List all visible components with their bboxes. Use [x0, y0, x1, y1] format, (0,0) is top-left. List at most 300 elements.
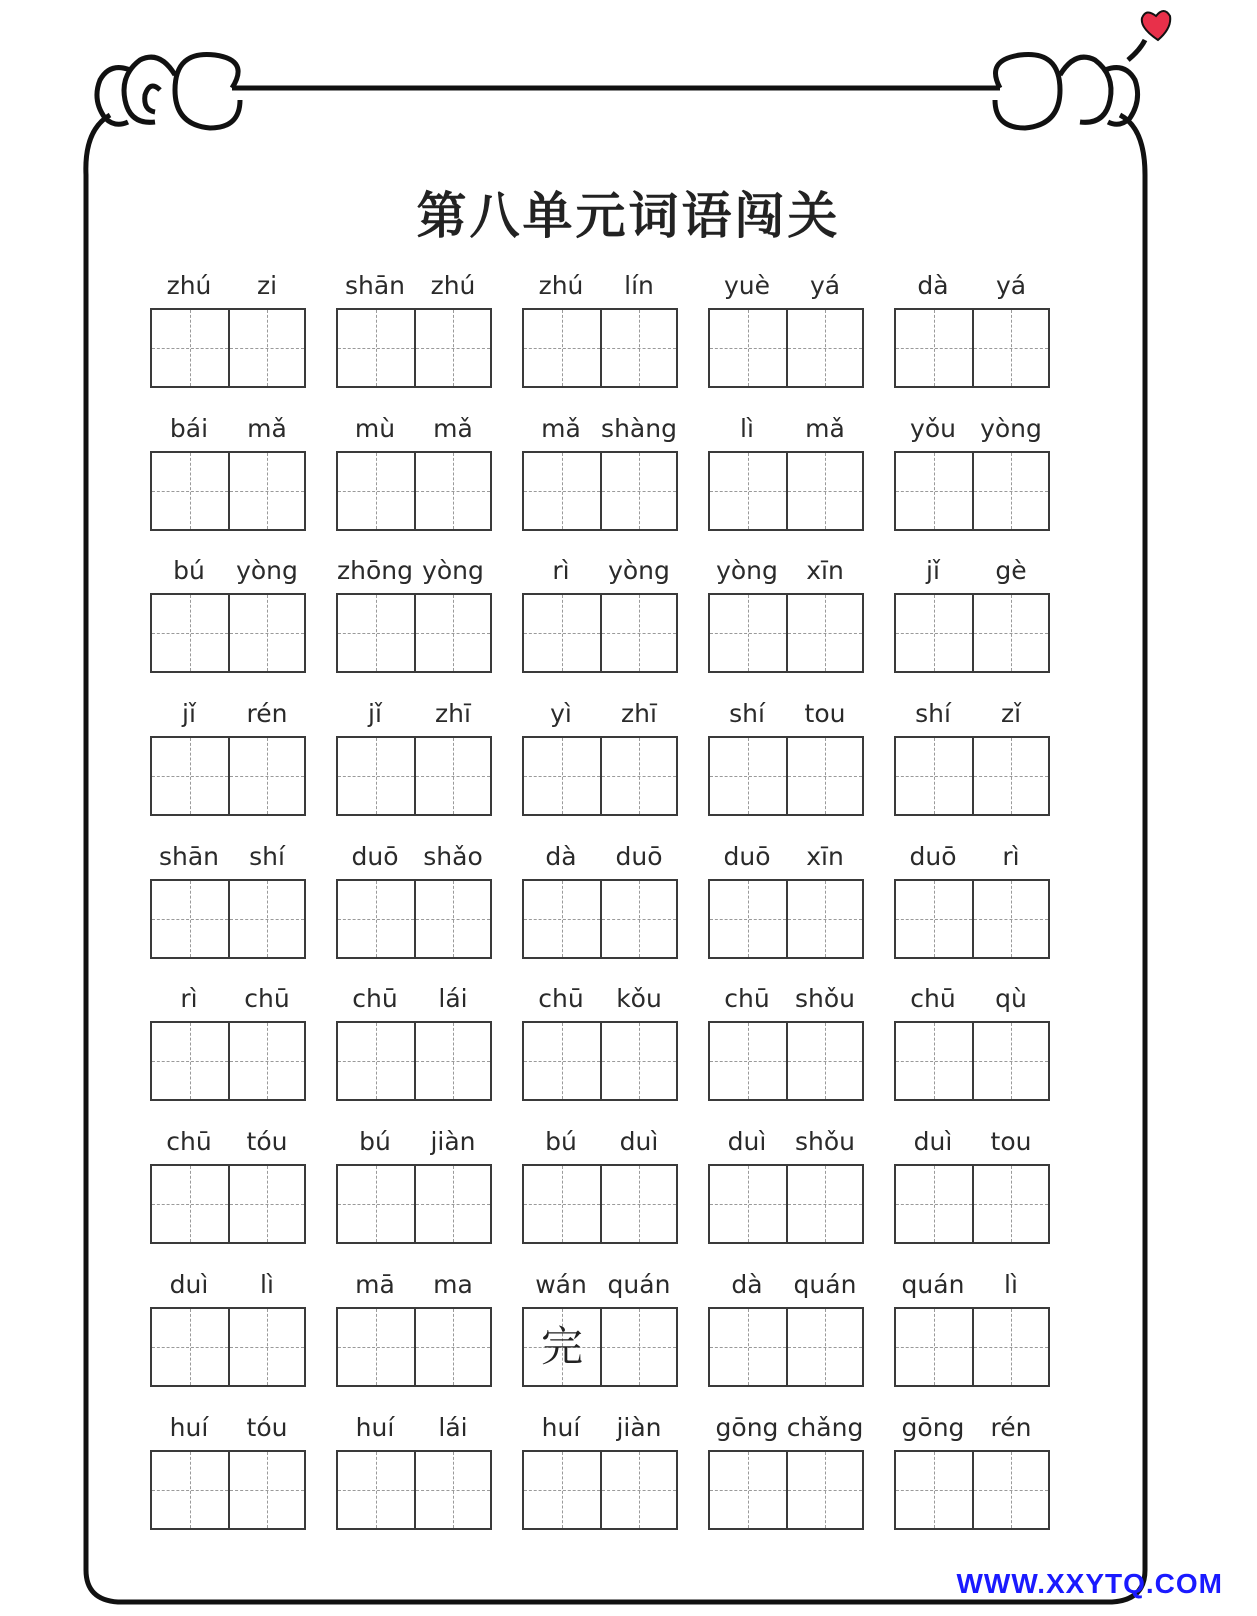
word-item: [336, 981, 522, 1124]
pinyin-line: [522, 981, 678, 1019]
tianzige-box[interactable]: [710, 310, 786, 386]
tianzige-box[interactable]: [152, 595, 228, 671]
word-item: [336, 268, 522, 411]
pinyin-line: [336, 696, 492, 734]
box-character: [524, 595, 600, 671]
pinyin-line: [708, 696, 864, 734]
word-item: [708, 1267, 894, 1410]
pinyin-syllable: bú: [173, 556, 205, 586]
pinyin-line: [336, 981, 492, 1019]
word-item: [894, 411, 1080, 554]
tianzige-box[interactable]: [414, 1309, 490, 1385]
writing-boxes: [708, 736, 864, 816]
pinyin-syllable: shí: [915, 699, 951, 729]
tianzige-box[interactable]: [896, 595, 972, 671]
tianzige-box[interactable]: [338, 310, 414, 386]
box-character: [788, 1166, 864, 1242]
tianzige-box[interactable]: [152, 1166, 228, 1242]
tianzige-box[interactable]: [228, 1309, 304, 1385]
pinyin-line: [708, 1410, 864, 1448]
pinyin-syllable: zhú: [166, 271, 212, 300]
word-item: [336, 553, 522, 696]
pinyin-syllable: duō: [909, 841, 957, 871]
word-item: [522, 839, 708, 982]
pinyin-syllable: bú: [359, 1127, 391, 1157]
tianzige-box[interactable]: [710, 881, 786, 957]
box-character: [896, 1166, 972, 1242]
pinyin-syllable: mǎ: [433, 413, 473, 443]
box-character: [152, 1023, 228, 1099]
tianzige-box[interactable]: [338, 1452, 414, 1528]
word-row: [150, 1267, 1080, 1410]
box-character: [788, 738, 864, 814]
writing-boxes: [894, 308, 1050, 388]
pinyin-line: [336, 268, 492, 306]
box-character: [896, 1309, 972, 1385]
pinyin-line: [522, 696, 678, 734]
box-character: [974, 1166, 1050, 1242]
pinyin-syllable: gōng: [901, 1412, 965, 1442]
tianzige-box[interactable]: [228, 1023, 304, 1099]
tianzige-box[interactable]: [896, 1309, 972, 1385]
pinyin-syllable: yòng: [716, 556, 778, 586]
tianzige-box[interactable]: [896, 1452, 972, 1528]
pinyin-line: [894, 696, 1050, 734]
pinyin-line: [894, 1410, 1050, 1448]
tianzige-box[interactable]: [972, 1452, 1048, 1528]
pinyin-line: [150, 1267, 306, 1305]
tianzige-box[interactable]: [152, 881, 228, 957]
pinyin-syllable: shǎo: [423, 841, 483, 871]
tianzige-box[interactable]: [524, 1452, 600, 1528]
pinyin-line: [336, 553, 492, 591]
word-item: [708, 1124, 894, 1267]
tianzige-box[interactable]: [786, 1023, 862, 1099]
pinyin-line: [894, 1267, 1050, 1305]
pinyin-syllable: tóu: [246, 1412, 288, 1442]
pinyin-syllable: shí: [249, 841, 285, 871]
box-character: [230, 1023, 306, 1099]
pinyin-syllable: jiàn: [616, 1412, 662, 1442]
box-character: [896, 1452, 972, 1528]
box-character: [230, 1166, 306, 1242]
writing-boxes: [336, 1450, 492, 1530]
box-character: [710, 1452, 786, 1528]
tianzige-box[interactable]: [710, 1309, 786, 1385]
pinyin-syllable: duō: [351, 841, 399, 871]
word-row: [150, 839, 1080, 982]
box-character: [416, 738, 492, 814]
tianzige-box[interactable]: [786, 595, 862, 671]
box-character: [710, 1166, 786, 1242]
tianzige-box[interactable]: [600, 1452, 676, 1528]
box-character: [416, 1166, 492, 1242]
pinyin-line: [894, 553, 1050, 591]
tianzige-box[interactable]: [228, 1452, 304, 1528]
box-character: [416, 453, 492, 529]
pinyin-syllable: huí: [541, 1412, 581, 1442]
box-character: [152, 738, 228, 814]
pinyin-syllable: chū: [910, 984, 956, 1014]
writing-boxes: [336, 1307, 492, 1387]
writing-boxes: [708, 1307, 864, 1387]
writing-boxes: [522, 451, 678, 531]
pinyin-syllable: zhī: [621, 699, 657, 729]
tianzige-box[interactable]: [338, 1166, 414, 1242]
pinyin-syllable: duì: [913, 1127, 953, 1157]
pinyin-line: [150, 553, 306, 591]
pinyin-syllable: mù: [354, 413, 396, 443]
tianzige-box[interactable]: [524, 1023, 600, 1099]
pinyin-syllable: rì: [552, 556, 570, 586]
word-item: [150, 1267, 336, 1410]
box-character: [896, 1023, 972, 1099]
pinyin-line: [894, 981, 1050, 1019]
word-item: [894, 1267, 1080, 1410]
pinyin-syllable: dà: [545, 841, 577, 871]
box-character: [524, 738, 600, 814]
writing-boxes: [336, 593, 492, 673]
box-character: [230, 595, 306, 671]
box-character: [338, 595, 414, 671]
watermark: WWW.XXYTQ.COM: [956, 1568, 1223, 1599]
box-character: [788, 1452, 864, 1528]
pinyin-syllable: quán: [607, 1269, 671, 1299]
pinyin-line: [522, 839, 678, 877]
box-character: [602, 595, 678, 671]
box-character: [152, 453, 228, 529]
tianzige-box[interactable]: [972, 881, 1048, 957]
tianzige-box[interactable]: [972, 1023, 1048, 1099]
writing-boxes: [894, 1450, 1050, 1530]
pinyin-syllable: yòng: [236, 556, 298, 586]
writing-boxes: [336, 308, 492, 388]
pinyin-line: [522, 553, 678, 591]
tianzige-box[interactable]: [228, 738, 304, 814]
tianzige-box[interactable]: [228, 881, 304, 957]
tianzige-box[interactable]: [896, 881, 972, 957]
tianzige-box[interactable]: [710, 595, 786, 671]
tianzige-box[interactable]: [972, 1166, 1048, 1242]
pinyin-syllable: bái: [169, 413, 209, 443]
box-character: [338, 1309, 414, 1385]
tianzige-box[interactable]: [152, 1023, 228, 1099]
tianzige-box[interactable]: [524, 881, 600, 957]
pinyin-syllable: lái: [438, 1412, 468, 1442]
tianzige-box[interactable]: [972, 310, 1048, 386]
pinyin-syllable: rì: [1002, 841, 1020, 871]
box-character: [230, 453, 306, 529]
box-character: [602, 310, 678, 386]
pinyin-line: [522, 1267, 678, 1305]
box-character: [788, 1309, 864, 1385]
word-item: [708, 268, 894, 411]
writing-boxes: [708, 593, 864, 673]
box-character: [896, 310, 972, 386]
box-character: [602, 453, 678, 529]
tianzige-box[interactable]: [710, 1452, 786, 1528]
box-character: [338, 1023, 414, 1099]
box-character: [974, 1452, 1050, 1528]
pinyin-syllable: tou: [990, 1127, 1032, 1157]
word-grid: [150, 268, 1080, 1552]
writing-boxes: [522, 1164, 678, 1244]
tianzige-box[interactable]: [972, 453, 1048, 529]
writing-boxes: [894, 879, 1050, 959]
tianzige-box[interactable]: [972, 738, 1048, 814]
tianzige-box[interactable]: [524, 738, 600, 814]
pinyin-syllable: mǎ: [247, 413, 287, 443]
tianzige-box[interactable]: [338, 1023, 414, 1099]
tianzige-box[interactable]: [338, 1309, 414, 1385]
box-character: [524, 1452, 600, 1528]
writing-boxes: [150, 879, 306, 959]
tianzige-box[interactable]: [152, 453, 228, 529]
box-character: [230, 738, 306, 814]
pinyin-syllable: bú: [545, 1127, 577, 1157]
tianzige-box[interactable]: [600, 738, 676, 814]
word-item: [150, 1124, 336, 1267]
box-character: [152, 595, 228, 671]
tianzige-box[interactable]: [228, 1166, 304, 1242]
box-character: [974, 738, 1050, 814]
pinyin-syllable: lì: [740, 413, 754, 443]
tianzige-box[interactable]: [152, 1452, 228, 1528]
tianzige-box[interactable]: [228, 310, 304, 386]
tianzige-box[interactable]: [972, 595, 1048, 671]
box-character: [974, 1023, 1050, 1099]
tianzige-box[interactable]: [786, 453, 862, 529]
pinyin-syllable: zhú: [430, 271, 476, 300]
tianzige-box[interactable]: [228, 595, 304, 671]
tianzige-box[interactable]: [600, 881, 676, 957]
tianzige-box[interactable]: [600, 1023, 676, 1099]
pinyin-syllable: rén: [990, 1412, 1032, 1442]
tianzige-box[interactable]: [338, 453, 414, 529]
pinyin-syllable: duì: [727, 1127, 767, 1157]
writing-boxes: [522, 593, 678, 673]
word-item: [894, 1410, 1080, 1553]
box-character: [602, 881, 678, 957]
writing-boxes: [522, 1307, 678, 1387]
tianzige-box[interactable]: [338, 881, 414, 957]
word-item: [150, 839, 336, 982]
tianzige-box[interactable]: [786, 1452, 862, 1528]
tianzige-box[interactable]: [524, 595, 600, 671]
box-character: [416, 1023, 492, 1099]
tianzige-box[interactable]: [414, 1166, 490, 1242]
pinyin-syllable: jǐ: [368, 699, 382, 729]
word-item: [894, 1124, 1080, 1267]
tianzige-box[interactable]: [972, 1309, 1048, 1385]
tianzige-box[interactable]: [524, 1166, 600, 1242]
left-scroll-curl: [97, 54, 240, 128]
word-item: [708, 839, 894, 982]
writing-boxes: [522, 308, 678, 388]
pinyin-syllable: shǒu: [794, 984, 855, 1014]
pinyin-syllable: huí: [169, 1412, 209, 1442]
tianzige-box[interactable]: [600, 1166, 676, 1242]
word-item: [708, 1410, 894, 1553]
box-character: [416, 595, 492, 671]
tianzige-box[interactable]: [414, 453, 490, 529]
tianzige-box[interactable]: [896, 453, 972, 529]
word-item: [708, 411, 894, 554]
pinyin-line: [336, 1124, 492, 1162]
tianzige-box[interactable]: [896, 738, 972, 814]
pinyin-syllable: shān: [158, 841, 220, 871]
writing-boxes: [708, 1164, 864, 1244]
box-character: [602, 1166, 678, 1242]
box-character: [416, 310, 492, 386]
writing-boxes: [336, 736, 492, 816]
box-character: [788, 881, 864, 957]
word-item: [522, 268, 708, 411]
pinyin-syllable: mā: [355, 1269, 395, 1299]
tianzige-box[interactable]: [600, 595, 676, 671]
tianzige-box[interactable]: [152, 738, 228, 814]
pinyin-syllable: dà: [731, 1269, 763, 1299]
writing-boxes: [708, 879, 864, 959]
tianzige-box[interactable]: [786, 310, 862, 386]
tianzige-box[interactable]: [710, 738, 786, 814]
tianzige-box[interactable]: [414, 738, 490, 814]
writing-boxes: [150, 1164, 306, 1244]
tianzige-box[interactable]: [786, 1309, 862, 1385]
pinyin-syllable: zi: [256, 271, 278, 300]
writing-boxes: [336, 1164, 492, 1244]
tianzige-box[interactable]: [414, 1452, 490, 1528]
pinyin-syllable: yì: [550, 699, 572, 729]
tianzige-box[interactable]: [524, 310, 600, 386]
word-row: [150, 981, 1080, 1124]
tianzige-box[interactable]: [600, 453, 676, 529]
box-character: [152, 1166, 228, 1242]
tianzige-box[interactable]: [524, 1309, 600, 1385]
pinyin-syllable: zǐ: [1000, 699, 1022, 729]
pinyin-syllable: tóu: [246, 1127, 288, 1157]
writing-boxes: [522, 1450, 678, 1530]
box-character: [710, 881, 786, 957]
box-character: [524, 453, 600, 529]
page-title: 第八单元词语闯关: [416, 187, 841, 245]
word-row: [150, 1124, 1080, 1267]
tianzige-box[interactable]: [896, 1166, 972, 1242]
word-item: [522, 1410, 708, 1553]
pinyin-syllable: qù: [995, 984, 1027, 1014]
pinyin-line: [336, 411, 492, 449]
pinyin-syllable: rì: [180, 984, 198, 1014]
box-character: [602, 1452, 678, 1528]
tianzige-box[interactable]: [710, 1166, 786, 1242]
word-item: [522, 981, 708, 1124]
tianzige-box[interactable]: [414, 310, 490, 386]
pinyin-syllable: duì: [619, 1127, 659, 1157]
box-character: [710, 738, 786, 814]
box-character: [710, 453, 786, 529]
tianzige-box[interactable]: [600, 1309, 676, 1385]
box-character: [416, 1452, 492, 1528]
tianzige-box[interactable]: [786, 1166, 862, 1242]
tianzige-box[interactable]: [710, 453, 786, 529]
tianzige-box[interactable]: [600, 310, 676, 386]
pinyin-syllable: rén: [246, 699, 288, 729]
box-character: [230, 310, 306, 386]
pinyin-line: [336, 1267, 492, 1305]
box-character: [416, 1309, 492, 1385]
pinyin-line: [150, 1124, 306, 1162]
pinyin-line: [522, 268, 678, 306]
pinyin-syllable: shí: [729, 699, 765, 729]
word-item: [150, 696, 336, 839]
tianzige-box[interactable]: [896, 1023, 972, 1099]
box-character: [974, 310, 1050, 386]
word-item: [522, 696, 708, 839]
pinyin-line: [894, 839, 1050, 877]
word-item: [336, 1124, 522, 1267]
box-character: [338, 881, 414, 957]
writing-boxes: [150, 308, 306, 388]
writing-boxes: [336, 879, 492, 959]
pinyin-line: [894, 1124, 1050, 1162]
tianzige-box[interactable]: [524, 453, 600, 529]
pinyin-syllable: chū: [538, 984, 584, 1014]
tianzige-box[interactable]: [710, 1023, 786, 1099]
tianzige-box[interactable]: [338, 595, 414, 671]
tianzige-box[interactable]: [896, 310, 972, 386]
writing-boxes: [708, 1450, 864, 1530]
tianzige-box[interactable]: [786, 738, 862, 814]
word-item: [708, 553, 894, 696]
box-character: [338, 453, 414, 529]
pinyin-line: [708, 1267, 864, 1305]
box-character: [230, 1309, 306, 1385]
pinyin-line: [150, 839, 306, 877]
tianzige-box[interactable]: [152, 310, 228, 386]
tianzige-box[interactable]: [414, 881, 490, 957]
writing-boxes: [150, 1450, 306, 1530]
pinyin-line: [708, 553, 864, 591]
box-character: [524, 310, 600, 386]
pinyin-line: [894, 268, 1050, 306]
tianzige-box[interactable]: [228, 453, 304, 529]
word-item: [336, 1267, 522, 1410]
box-character: [602, 1023, 678, 1099]
pinyin-syllable: chū: [166, 1127, 212, 1157]
pinyin-syllable: lì: [260, 1269, 274, 1299]
word-item: [522, 553, 708, 696]
box-character: [338, 738, 414, 814]
pinyin-line: [708, 981, 864, 1019]
word-item: [150, 268, 336, 411]
tianzige-box[interactable]: [338, 738, 414, 814]
tianzige-box[interactable]: [414, 595, 490, 671]
word-item: [336, 1410, 522, 1553]
pinyin-syllable: chū: [352, 984, 398, 1014]
pinyin-line: [708, 839, 864, 877]
pinyin-syllable: lì: [1004, 1269, 1018, 1299]
pinyin-syllable: duì: [169, 1269, 209, 1299]
pinyin-syllable: xīn: [806, 841, 844, 871]
tianzige-box[interactable]: [414, 1023, 490, 1099]
pinyin-syllable: duō: [723, 841, 771, 871]
tianzige-box[interactable]: [152, 1309, 228, 1385]
pinyin-syllable: duō: [615, 841, 663, 871]
pinyin-syllable: lín: [624, 271, 654, 300]
box-character: [896, 881, 972, 957]
tianzige-box[interactable]: [786, 881, 862, 957]
word-item: [708, 696, 894, 839]
